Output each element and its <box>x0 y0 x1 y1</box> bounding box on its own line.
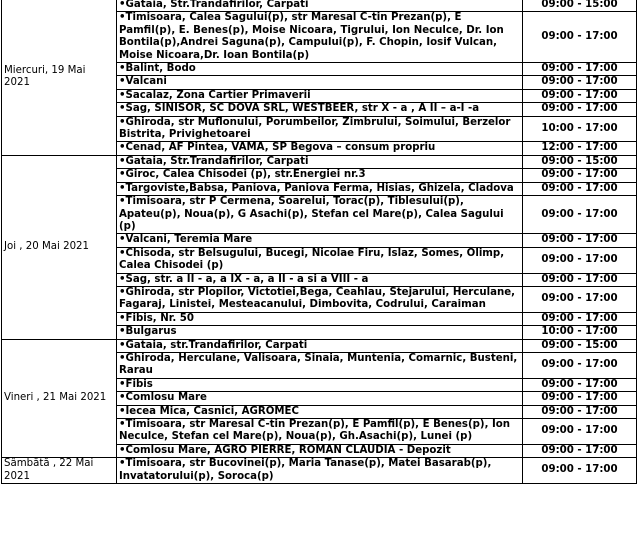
locations-cell: •Timisoara, str P Cermena, Soarelui, Torac(p), Tiblesului(p), Apateu(p), Noua(p), G Asachi(p), Stefan cel Mare(p), Calea Sagului (p) <box>117 196 523 234</box>
schedule-row <box>2 339 637 352</box>
schedule-row <box>2 0 637 12</box>
locations-cell: •Timisoara, Calea Sagului(p), str Maresal C-tin Prezan(p), E Pamfil(p), E. Benes(p), Moise Nicoara, Tigrului, Ion Neculce, Dr. Ion Bontila(p),Andrei Saguna(p), Campului(p), F. Chopin, Iosif Vulcan, Moise Nicoara,Dr. Ioan Bontila(p) <box>117 12 523 63</box>
time-interval-cell: 10:00 - 17:00 <box>523 116 637 142</box>
schedule-row <box>2 458 637 484</box>
day-cell: Miercuri, 19 Mai 2021 <box>2 0 117 155</box>
locations-cell: •Sag, str. a II - a, a IX - a, a II - a si a VIII - a <box>117 273 523 286</box>
outage-schedule-table <box>1 0 637 484</box>
locations-cell: •Giroc, Calea Chisodei (p), str.Energiei nr.3 <box>117 169 523 182</box>
locations-cell: •Ghiroda, str Plopilor, Victotiei,Bega, Ceahlau, Stejarului, Herculane, Fagaraj, Linistei, Mesteacanului, Dimbovita, Codrului, Caraiman <box>117 286 523 312</box>
time-interval-cell: 09:00 - 17:00 <box>523 378 637 391</box>
time-interval-cell: 09:00 - 17:00 <box>523 76 637 89</box>
time-interval-cell: 09:00 - 17:00 <box>523 286 637 312</box>
locations-cell: •Fibis, Nr. 50 <box>117 312 523 325</box>
day-cell: Vineri , 21 Mai 2021 <box>2 339 117 458</box>
day-cell: Joi , 20 Mai 2021 <box>2 155 117 339</box>
time-interval-cell: 09:00 - 17:00 <box>523 182 637 195</box>
time-interval-cell: 09:00 - 17:00 <box>523 419 637 445</box>
time-interval-cell: 09:00 - 17:00 <box>523 63 637 76</box>
locations-cell: •Bulgarus <box>117 326 523 339</box>
locations-cell: •Sacalaz, Zona Cartier Primaverii <box>117 89 523 102</box>
locations-cell: •Comlosu Mare, AGRO PIERRE, ROMAN CLAUDIA - Depozit <box>117 444 523 457</box>
time-interval-cell: 09:00 - 15:00 <box>523 339 637 352</box>
time-interval-cell: 09:00 - 17:00 <box>523 247 637 273</box>
time-interval-cell: 09:00 - 17:00 <box>523 89 637 102</box>
locations-cell: •Ghiroda, str Muflonului, Porumbeilor, Zimbrului, Soimului, Berzelor Bistrita, Privighetoarei <box>117 116 523 142</box>
locations-cell: •Iecea Mica, Casnici, AGROMEC <box>117 405 523 418</box>
locations-cell: •Timisoara, str Bucovinei(p), Maria Tanase(p), Matei Basarab(p), Invatatorului(p), Soroca(p) <box>117 458 523 484</box>
locations-cell: •Chisoda, str Belsugului, Bucegi, Nicolae Firu, Islaz, Somes, Olimp, Calea Chisodei (p) <box>117 247 523 273</box>
time-interval-cell: 09:00 - 17:00 <box>523 169 637 182</box>
locations-cell: •Sag, SINISOR, SC DOVA SRL, WESTBEER, str X - a , A II – a-I -a <box>117 103 523 116</box>
time-interval-cell: 09:00 - 15:00 <box>523 155 637 168</box>
time-interval-cell: 09:00 - 17:00 <box>523 405 637 418</box>
time-interval-cell: 09:00 - 17:00 <box>523 273 637 286</box>
schedule-body <box>2 0 637 484</box>
time-interval-cell: 12:00 - 17:00 <box>523 142 637 155</box>
locations-cell: •Targoviste,Babsa, Paniova, Paniova Ferma, Hisias, Ghizela, Cladova <box>117 182 523 195</box>
time-interval-cell: 09:00 - 17:00 <box>523 444 637 457</box>
time-interval-cell: 09:00 - 17:00 <box>523 458 637 484</box>
locations-cell: •Valcani <box>117 76 523 89</box>
time-interval-cell: 09:00 - 17:00 <box>523 392 637 405</box>
locations-cell: •Gataia, Str.Trandafirilor, Carpati <box>117 155 523 168</box>
time-interval-cell: 10:00 - 17:00 <box>523 326 637 339</box>
locations-cell: •Fibis <box>117 378 523 391</box>
time-interval-cell: 09:00 - 17:00 <box>523 196 637 234</box>
locations-cell: •Comlosu Mare <box>117 392 523 405</box>
locations-cell: •Cenad, AF Pintea, VAMA, SP Begova – consum propriu <box>117 142 523 155</box>
time-interval-cell: 09:00 - 17:00 <box>523 312 637 325</box>
day-cell: Sâmbătă , 22 Mai 2021 <box>2 458 117 484</box>
time-interval-cell: 09:00 - 17:00 <box>523 234 637 247</box>
time-interval-cell: 09:00 - 17:00 <box>523 12 637 63</box>
time-interval-cell: 09:00 - 15:00 <box>523 0 637 12</box>
locations-cell: •Ghiroda, Herculane, Valisoara, Sinaia, Muntenia, Comarnic, Busteni, Rarau <box>117 352 523 378</box>
time-interval-cell: 09:00 - 17:00 <box>523 103 637 116</box>
schedule-row <box>2 155 637 168</box>
time-interval-cell: 09:00 - 17:00 <box>523 352 637 378</box>
locations-cell: •Valcani, Teremia Mare <box>117 234 523 247</box>
locations-cell: •Gataia, str.Trandafirilor, Carpati <box>117 339 523 352</box>
locations-cell: •Timisoara, str Maresal C-tin Prezan(p), E Pamfil(p), E Benes(p), Ion Neculce, Stefan cel Mare(p), Noua(p), Gh.Asachi(p), Lunei (p) <box>117 419 523 445</box>
locations-cell: •Balint, Bodo <box>117 63 523 76</box>
locations-cell: •Gataia, Str.Trandafirilor, Carpati <box>117 0 523 12</box>
